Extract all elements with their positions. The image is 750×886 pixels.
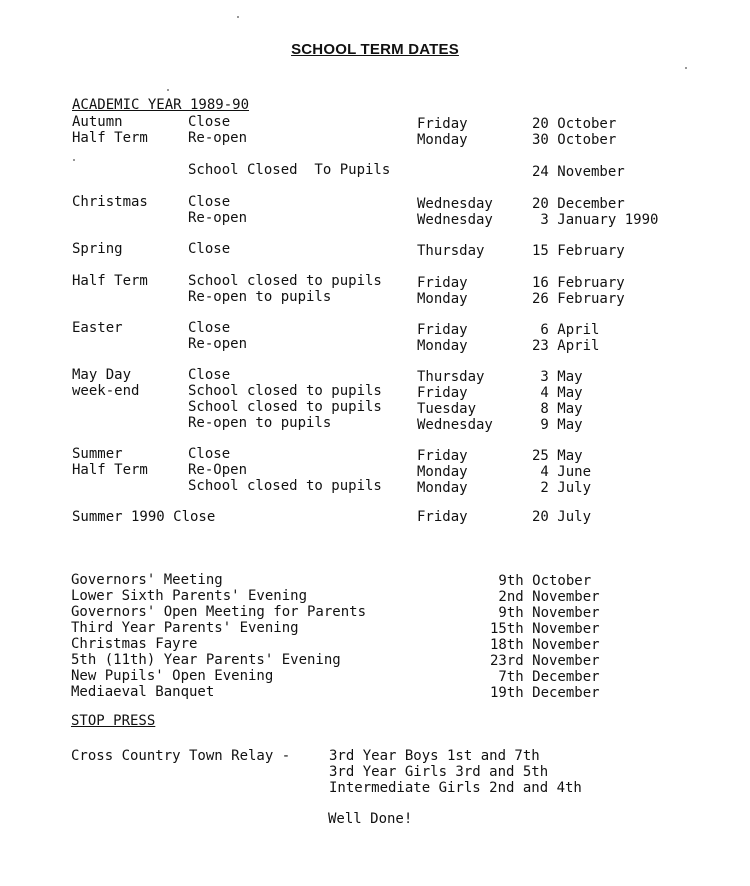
- term-day: Friday: [417, 322, 468, 338]
- term-row: [0, 130, 750, 146]
- term-event: School closed to pupils: [188, 273, 382, 289]
- event-name: 5th (11th) Year Parents' Evening: [71, 652, 341, 668]
- term-day: Wednesday: [417, 417, 493, 433]
- scan-speck: [237, 16, 239, 18]
- relay-result: 3rd Year Boys 1st and 7th: [329, 748, 540, 764]
- event-row: [0, 636, 750, 652]
- term-row: [0, 478, 750, 494]
- term-date: 4 May: [532, 385, 583, 401]
- term-day: Friday: [417, 448, 468, 464]
- term-name: Half Term: [72, 462, 148, 478]
- term-day: Monday: [417, 338, 468, 354]
- term-event: Close: [188, 241, 231, 257]
- term-name: Half Term: [72, 130, 148, 146]
- summer-label: Summer 1990 Close: [72, 509, 216, 525]
- term-name: Summer: [72, 446, 123, 462]
- event-date: 2nd November: [490, 589, 600, 605]
- term-event: School closed to pupils: [188, 478, 382, 494]
- term-name: week-end: [72, 383, 140, 399]
- document-title: SCHOOL TERM DATES: [291, 41, 459, 58]
- term-event: Re-open: [188, 336, 248, 352]
- event-date: 9th November: [490, 605, 600, 621]
- summer-1990-row: [0, 509, 750, 525]
- event-row: [0, 588, 750, 604]
- term-name: Half Term: [72, 273, 148, 289]
- term-row: [0, 336, 750, 352]
- event-name: New Pupils' Open Evening: [71, 668, 274, 684]
- term-day: Thursday: [417, 243, 485, 259]
- stop-press-heading: STOP PRESS: [71, 713, 156, 729]
- term-event: School Closed To Pupils: [188, 162, 391, 178]
- scan-speck: [73, 159, 75, 161]
- event-name: Christmas Fayre: [71, 636, 198, 652]
- scan-speck: [167, 89, 169, 91]
- term-date: 2 July: [532, 480, 592, 496]
- event-name: Governors' Open Meeting for Parents: [71, 604, 367, 620]
- event-date: 18th November: [490, 637, 600, 653]
- term-row: [0, 289, 750, 305]
- term-date: 15 February: [532, 243, 625, 259]
- summer-day: Friday: [417, 509, 468, 525]
- term-event: School closed to pupils: [188, 399, 382, 415]
- academic-year-heading: ACADEMIC YEAR 1989-90: [72, 97, 250, 113]
- term-day: Friday: [417, 385, 468, 401]
- event-row: [0, 604, 750, 620]
- term-date: 3 January 1990: [532, 212, 659, 228]
- event-name: Third Year Parents' Evening: [71, 620, 299, 636]
- term-event: Re-open to pupils: [188, 415, 332, 431]
- term-day: Monday: [417, 480, 468, 496]
- term-row: [0, 114, 750, 130]
- term-date: 9 May: [532, 417, 583, 433]
- term-event: Close: [188, 114, 231, 130]
- term-day: Wednesday: [417, 196, 493, 212]
- event-row: [0, 572, 750, 588]
- term-row: [0, 320, 750, 336]
- event-name: Mediaeval Banquet: [71, 684, 215, 700]
- relay-row: [0, 780, 750, 796]
- event-date: 9th October: [490, 573, 592, 589]
- term-event: Re-open: [188, 210, 248, 226]
- event-date: 19th December: [490, 685, 600, 701]
- scan-speck: [685, 67, 687, 69]
- term-event: Re-open to pupils: [188, 289, 332, 305]
- event-row: [0, 652, 750, 668]
- term-date: 20 October: [532, 116, 617, 132]
- stop-press-row: [0, 713, 750, 729]
- term-date: 23 April: [532, 338, 600, 354]
- relay-row: [0, 764, 750, 780]
- term-day: Wednesday: [417, 212, 493, 228]
- term-date: 3 May: [532, 369, 583, 385]
- relay-result: Intermediate Girls 2nd and 4th: [329, 780, 582, 796]
- term-date: 6 April: [532, 322, 600, 338]
- term-row: [0, 273, 750, 289]
- term-day: Tuesday: [417, 401, 477, 417]
- relay-label: Cross Country Town Relay -: [71, 748, 291, 764]
- term-row: [0, 446, 750, 462]
- term-row: [0, 399, 750, 415]
- term-row: [0, 210, 750, 226]
- term-day: Friday: [417, 116, 468, 132]
- term-row: [0, 383, 750, 399]
- event-name: Governors' Meeting: [71, 572, 223, 588]
- academic-year-row: [0, 97, 750, 113]
- term-day: Thursday: [417, 369, 485, 385]
- term-day: Friday: [417, 275, 468, 291]
- term-date: 26 February: [532, 291, 625, 307]
- term-row: [0, 162, 750, 178]
- event-name: Lower Sixth Parents' Evening: [71, 588, 308, 604]
- term-day: Monday: [417, 291, 468, 307]
- term-name: Christmas: [72, 194, 148, 210]
- term-date: 16 February: [532, 275, 625, 291]
- relay-row: [0, 748, 750, 764]
- event-date: 7th December: [490, 669, 600, 685]
- relay-result: 3rd Year Girls 3rd and 5th: [329, 764, 549, 780]
- term-event: Close: [188, 446, 231, 462]
- term-event: Re-Open: [188, 462, 248, 478]
- event-date: 23rd November: [490, 653, 600, 669]
- term-day: Monday: [417, 132, 468, 148]
- summer-date: 20 July: [532, 509, 592, 525]
- term-event: Re-open: [188, 130, 248, 146]
- term-name: Easter: [72, 320, 123, 336]
- term-date: 30 October: [532, 132, 617, 148]
- term-row: [0, 415, 750, 431]
- term-row: [0, 367, 750, 383]
- term-date: 8 May: [532, 401, 583, 417]
- event-row: [0, 684, 750, 700]
- term-name: Spring: [72, 241, 123, 257]
- term-row: [0, 194, 750, 210]
- term-row: [0, 462, 750, 478]
- term-day: Monday: [417, 464, 468, 480]
- term-date: 24 November: [532, 164, 625, 180]
- term-row: [0, 241, 750, 257]
- term-event: Close: [188, 194, 231, 210]
- term-name: May Day: [72, 367, 132, 383]
- term-event: Close: [188, 367, 231, 383]
- term-date: 20 December: [532, 196, 625, 212]
- term-date: 4 June: [532, 464, 592, 480]
- term-name: Autumn: [72, 114, 123, 130]
- closing-text: Well Done!: [328, 811, 413, 827]
- term-date: 25 May: [532, 448, 583, 464]
- event-row: [0, 668, 750, 684]
- term-event: Close: [188, 320, 231, 336]
- term-event: School closed to pupils: [188, 383, 382, 399]
- event-row: [0, 620, 750, 636]
- event-date: 15th November: [490, 621, 600, 637]
